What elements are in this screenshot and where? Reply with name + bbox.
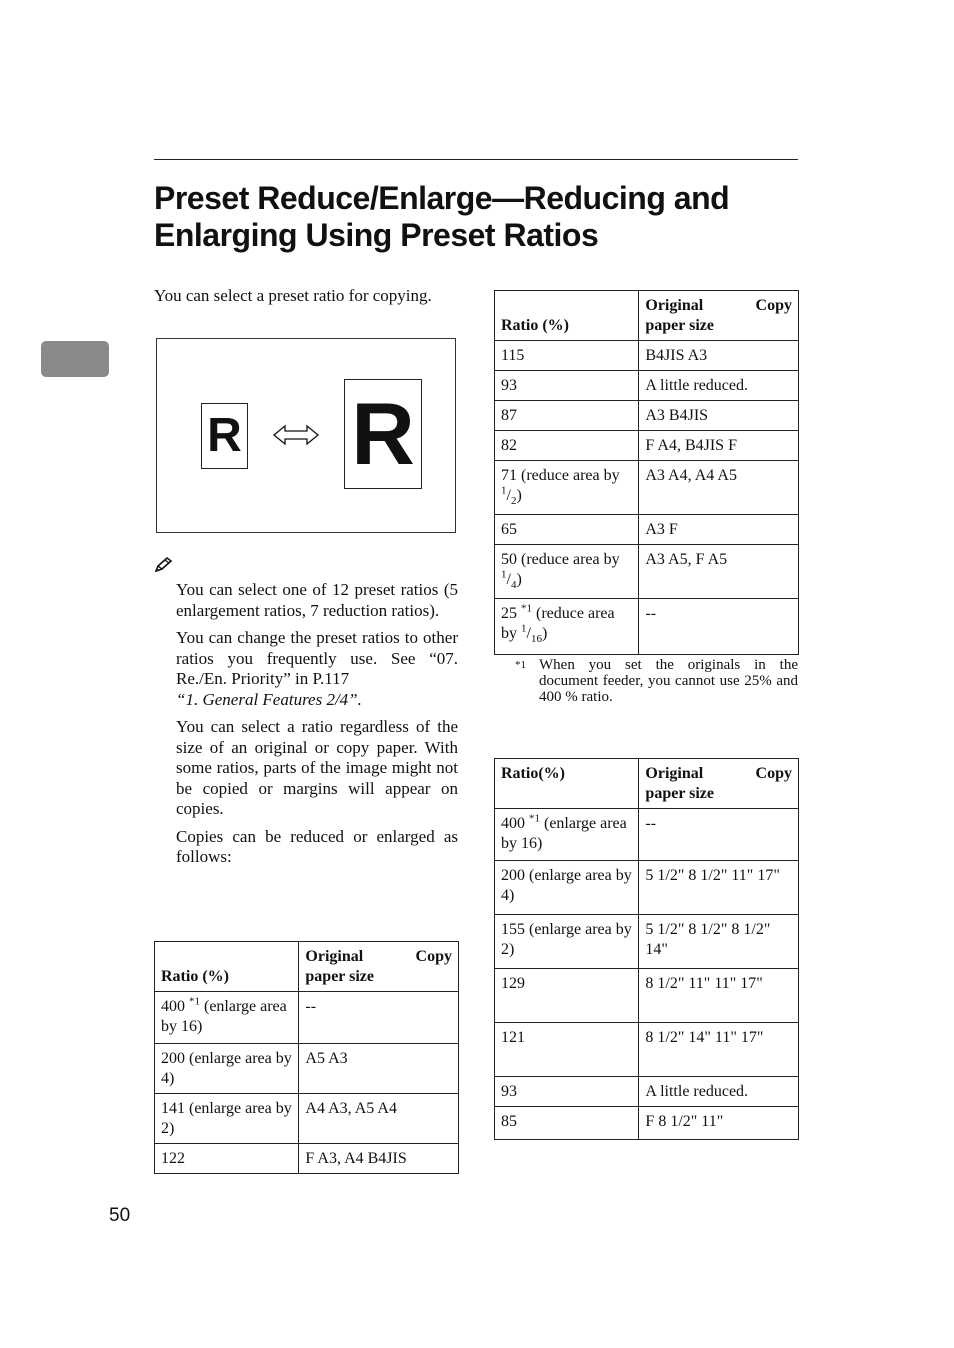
header-paper-size: Original Copy paper size bbox=[639, 291, 799, 341]
note-pencil-icon bbox=[154, 556, 174, 574]
header-paper-size: Original Copy paper size bbox=[299, 942, 459, 992]
size-cell: A4 A3, A5 A4 bbox=[299, 1094, 459, 1144]
ratio-cell: 93 bbox=[495, 371, 639, 401]
size-cell: A3 F bbox=[639, 515, 799, 545]
size-cell: -- bbox=[299, 992, 459, 1044]
size-cell: 8 1/2" 11" 11" 17" bbox=[639, 969, 799, 1023]
header-ratio: Ratio(%) bbox=[495, 759, 639, 809]
table-header-row bbox=[155, 942, 459, 992]
table-b-metric-reduce bbox=[494, 290, 799, 655]
table-row bbox=[495, 1077, 799, 1107]
page-title: Preset Reduce/Enlarge—Reducing and Enlarging Using Preset Ratios bbox=[154, 180, 730, 253]
table-row bbox=[495, 861, 799, 915]
small-r-letter: R bbox=[201, 403, 248, 469]
size-cell: A3 B4JIS bbox=[639, 401, 799, 431]
ratio-cell: 65 bbox=[495, 515, 639, 545]
size-cell: A3 A5, F A5 bbox=[639, 545, 799, 599]
size-cell: -- bbox=[639, 809, 799, 861]
ratio-figure bbox=[156, 338, 456, 533]
ratio-cell: 129 bbox=[495, 969, 639, 1023]
table-row bbox=[155, 1094, 459, 1144]
ratio-cell: 115 bbox=[495, 341, 639, 371]
table-row bbox=[495, 371, 799, 401]
table-row bbox=[155, 1144, 459, 1174]
table-row bbox=[495, 599, 799, 655]
size-cell: -- bbox=[639, 599, 799, 655]
size-cell: F 8 1/2" 11" bbox=[639, 1107, 799, 1140]
table-row bbox=[495, 341, 799, 371]
ratio-cell: 141 (enlarge area by 2) bbox=[155, 1094, 299, 1144]
notes-list bbox=[176, 580, 458, 875]
ratio-cell: 400 $^{*1}$ (enlarge area by 16) bbox=[155, 992, 299, 1044]
size-cell: A little reduced. bbox=[639, 1077, 799, 1107]
ratio-cell: 200 (enlarge area by 4) bbox=[495, 861, 639, 915]
table-c-inch bbox=[494, 758, 799, 1140]
ratio-cell: 25 $^{*1}$ (reduce area by $^1/_{16}$) bbox=[495, 599, 639, 655]
header-ratio: Ratio (%) bbox=[495, 291, 639, 341]
table-row bbox=[495, 1107, 799, 1140]
note-item bbox=[176, 628, 458, 710]
chapter-tab bbox=[41, 341, 109, 377]
table-a-metric-enlarge bbox=[154, 941, 459, 1174]
note-item: Copies can be reduced or enlarged as follows: bbox=[176, 826, 458, 866]
size-cell: A little reduced. bbox=[639, 371, 799, 401]
footnote-mark: *1 bbox=[515, 659, 526, 671]
ratio-cell: 155 (enlarge area by 2) bbox=[495, 915, 639, 969]
table-row bbox=[495, 915, 799, 969]
ratio-cell: 87 bbox=[495, 401, 639, 431]
size-cell: A5 A3 bbox=[299, 1044, 459, 1094]
big-r-letter: R bbox=[344, 379, 422, 489]
size-cell: 5 1/2" 8 1/2" 11" 17" bbox=[639, 861, 799, 915]
size-cell: A3 A4, A4 A5 bbox=[639, 461, 799, 515]
size-cell: 8 1/2" 14" 11" 17" bbox=[639, 1023, 799, 1077]
header-rule bbox=[154, 159, 798, 160]
footnote bbox=[515, 657, 798, 705]
table-row bbox=[155, 992, 459, 1044]
header-paper-size: Original Copy paper size bbox=[639, 759, 799, 809]
intro-text: You can select a preset ratio for copying. bbox=[154, 286, 432, 305]
table-row bbox=[495, 461, 799, 515]
ratio-cell: 85 bbox=[495, 1107, 639, 1140]
note-item: You can select a ratio regardless of the size of an original or copy paper. With some ratios, parts of the image might not be copied or margins will appear on copies. bbox=[176, 717, 458, 818]
footnote-text: When you set the originals in the document feeder, you cannot use 25% and 400 % ratio. bbox=[539, 657, 798, 705]
size-cell: F A4, B4JIS F bbox=[639, 431, 799, 461]
table-row bbox=[155, 1044, 459, 1094]
table-row bbox=[495, 1023, 799, 1077]
ratio-cell: 82 bbox=[495, 431, 639, 461]
ratio-cell: 122 bbox=[155, 1144, 299, 1174]
table-row bbox=[495, 401, 799, 431]
note-item: You can select one of 12 preset ratios (5 enlargement ratios, 7 reduction ratios). bbox=[176, 580, 458, 620]
ratio-cell: 71 (reduce area by $^1/_2$) bbox=[495, 461, 639, 515]
table-row bbox=[495, 969, 799, 1023]
note-text: You can change the preset ratios to other ratios you frequently use. See “07. Re./En. Priority” in P.117 bbox=[176, 628, 458, 688]
size-cell: F A3, A4 B4JIS bbox=[299, 1144, 459, 1174]
ratio-cell: 121 bbox=[495, 1023, 639, 1077]
table-row bbox=[495, 431, 799, 461]
size-cell: B4JIS A3 bbox=[639, 341, 799, 371]
table-row bbox=[495, 515, 799, 545]
ratio-cell: 50 (reduce area by $^1/_4$) bbox=[495, 545, 639, 599]
table-header-row bbox=[495, 759, 799, 809]
header-ratio: Ratio (%) bbox=[155, 942, 299, 992]
table-header-row bbox=[495, 291, 799, 341]
ratio-cell: 93 bbox=[495, 1077, 639, 1107]
size-cell: 5 1/2" 8 1/2" 8 1/2" 14" bbox=[639, 915, 799, 969]
note-cite: “1. General Features 2/4”. bbox=[176, 689, 362, 709]
table-row bbox=[495, 809, 799, 861]
ratio-cell: 200 (enlarge area by 4) bbox=[155, 1044, 299, 1094]
table-row bbox=[495, 545, 799, 599]
ratio-cell: 400 $^{*1}$ (enlarge area by 16) bbox=[495, 809, 639, 861]
page-number: 50 bbox=[109, 1205, 131, 1226]
double-arrow-icon bbox=[272, 423, 320, 447]
